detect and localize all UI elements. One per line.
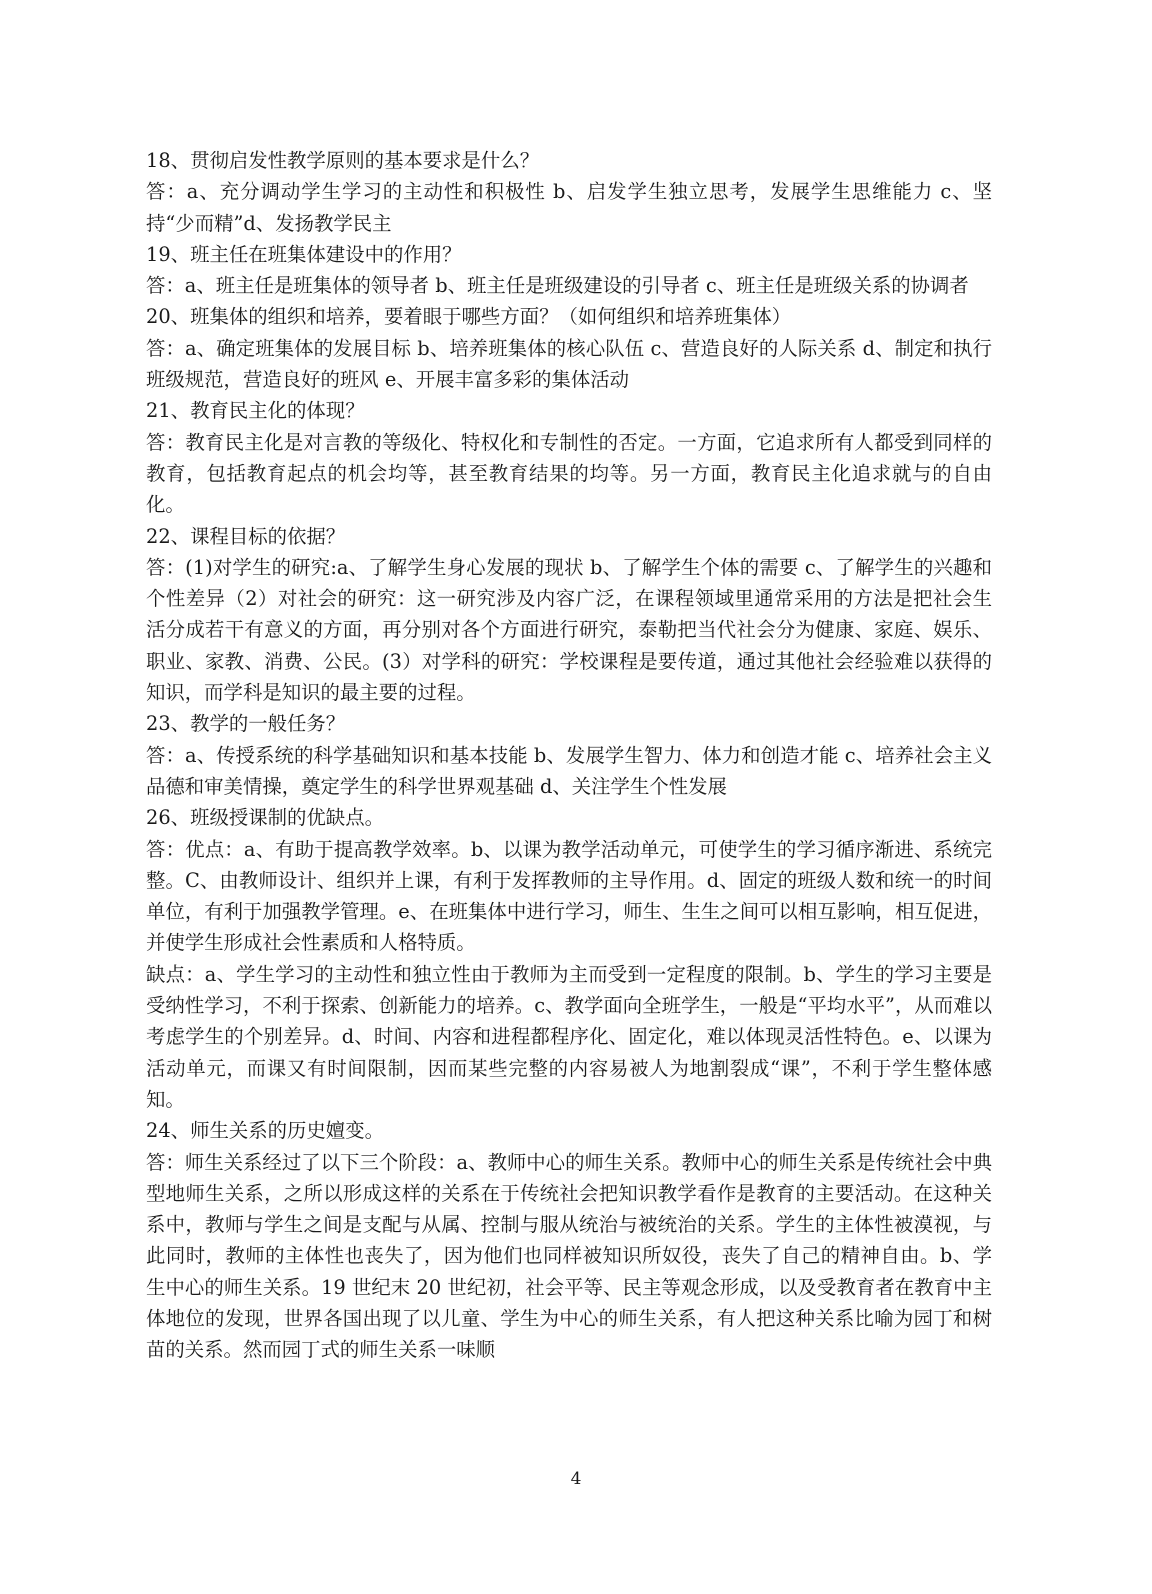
answer-20: 答：a、确定班集体的发展目标 b、培养班集体的核心队伍 c、营造良好的人际关系 d、制定和执行班级规范，营造良好的班风 e、开展丰富多彩的集体活动 [146, 336, 992, 392]
answer-21: 答：教育民主化是对言教的等级化、特权化和专制性的否定。一方面，它追求所有人都受到同样的教育，包括教育起点的机会均等，甚至教育结果的均等。另一方面，教育民主化追求就与的自由化。 [146, 430, 992, 517]
answer-26-advantages: 答：优点：a、有助于提高教学效率。b、以课为教学活动单元，可使学生的学习循序渐进、系统完整。C、由教师设计、组织并上课，有利于发挥教师的主导作用。d、固定的班级人数和统一的时间单位，有利于加强教学管理。e、在班集体中进行学习，师生、生生之间可以相互影响，相互促进，并使学生形成社会性素质和人格特质。 [146, 837, 992, 955]
answer-18: 答：a、充分调动学生学习的主动性和积极性 b、启发学生独立思考，发展学生思维能力 c、坚持“少而精”d、发扬教学民主 [146, 180, 992, 235]
page-number: 4 [570, 1469, 582, 1489]
answer-23: 答：a、传授系统的科学基础知识和基本技能 b、发展学生智力、体力和创造才能 c、培养社会主义品德和审美情操，奠定学生的科学世界观基础 d、关注学生个性发展 [146, 743, 992, 798]
answer-26-disadvantages: 缺点：a、学生学习的主动性和独立性由于教师为主而受到一定程度的限制。b、学生的学习主要是受纳性学习，不利于探索、创新能力的培养。c、教学面向全班学生，一般是“平均水平”，从而难以考虑学生的个别差异。d、时间、内容和进程都程序化、固定化，难以体现灵活性特色。e、以课为活动单元，而课又有时间限制，因而某些完整的内容易被人为地割裂成“课”，不利于学生整体感知。 [146, 962, 992, 1111]
question-18: 18、贯彻启发性教学原则的基本要求是什么？ [146, 149, 540, 172]
question-19: 19、班主任在班集体建设中的作用？ [146, 242, 462, 266]
question-20: 20、班集体的组织和培养，要着眼于哪些方面？（如何组织和培养班集体） [146, 305, 792, 329]
answer-24: 答：师生关系经过了以下三个阶段：a、教师中心的师生关系。教师中心的师生关系是传统社会中典型地师生关系，之所以形成这样的关系在于传统社会把知识教学看作是教育的主要活动。在这种关系中，教师与学生之间是支配与从属、控制与服从统治与被统治的关系。学生的主体性被漠视，与此同时，教师的主体性也丧失了，因为他们也同样被知识所奴役，丧失了自己的精神自由。b、学生中心的师生关系。19 世纪末 20 世纪初，社会平等、民主等观念形成，以及受教育者在教育中主体地位的发现，世界各国出现了以儿童、学生为中心的师生关系，有人把这种关系比喻为园丁和树苗的关系。然而园丁式的师生关系一味顺 [146, 1150, 992, 1362]
question-23: 23、教学的一般任务？ [146, 712, 346, 736]
page-body [146, 145, 992, 1366]
question-24: 24、师生关系的历史嬗变。 [146, 1119, 384, 1143]
question-26: 26、班级授课制的优缺点。 [146, 806, 384, 830]
question-21: 21、教育民主化的体现？ [146, 399, 365, 423]
answer-22: 答：(1)对学生的研究:a、了解学生身心发展的现状 b、了解学生个体的需要 c、了解学生的兴趣和个性差异（2）对社会的研究：这一研究涉及内容广泛，在课程领域里通常采用的方法是把社会生活分成若干有意义的方面，再分别对各个方面进行研究，泰勒把当代社会分为健康、家庭、娱乐、职业、家教、消费、公民。(3）对学科的研究：学校课程是要传道，通过其他社会经验难以获得的知识，而学科是知识的最主要的过程。 [146, 555, 992, 705]
answer-19: 答：a、班主任是班集体的领导者 b、班主任是班级建设的引导者 c、班主任是班级关系的协调者 [146, 274, 969, 298]
question-22: 22、课程目标的依据？ [146, 524, 346, 548]
